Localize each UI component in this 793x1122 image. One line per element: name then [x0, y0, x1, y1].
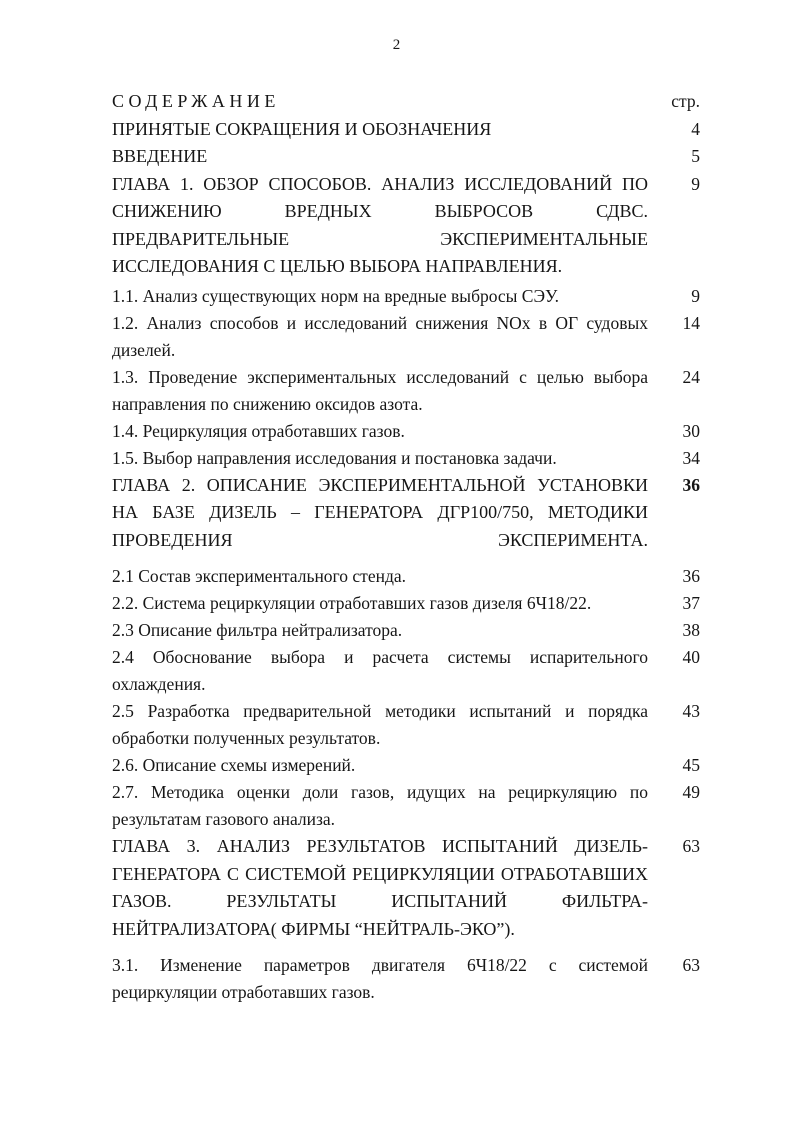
toc-entry-title: 2.6. Описание схемы измерений.: [112, 755, 356, 775]
toc-entry: [112, 445, 700, 472]
toc-chapter-2: [112, 472, 700, 555]
toc-entry-title: 2.2. Система рециркуляции отработавших газов дизеля 6Ч18/22.: [112, 593, 592, 613]
toc-entry-page: 63: [682, 836, 700, 856]
toc-entry-page: 14: [682, 312, 700, 333]
toc-entry-title: 1.5. Выбор направления исследования и постановка задачи.: [112, 447, 557, 468]
page-number: 2: [392, 37, 401, 53]
toc-entry-page: 4: [691, 118, 700, 139]
toc-entry: [112, 310, 700, 364]
toc-entry-title: 1.4. Рециркуляция отработавших газов.: [112, 420, 405, 441]
toc-entry-page: 37: [682, 593, 700, 613]
toc-entry-page: 45: [682, 755, 700, 775]
toc-entry: [112, 617, 700, 644]
toc-entry: [112, 364, 700, 418]
toc-entry-title: 1.2. Анализ способов и исследований снижения NOx в ОГ судовых дизелей.: [112, 312, 648, 360]
toc-header: [112, 88, 700, 116]
toc-entry: [112, 698, 700, 752]
toc-entry: [112, 644, 700, 698]
toc-entry: [112, 752, 700, 779]
toc-title: СОДЕРЖАНИЕ: [112, 91, 280, 111]
toc-entry-title: 2.3 Описание фильтра нейтрализатора.: [112, 620, 403, 640]
toc-chapter-3: [112, 833, 700, 943]
toc-entry-page: 63: [682, 955, 700, 975]
toc-entry-title: 3.1. Изменение параметров двигателя 6Ч18/22 с системой рециркуляции отработавших газов.: [112, 955, 648, 1002]
toc-entry: [112, 283, 700, 310]
toc-entry-title: 1.3. Проведение экспериментальных исследований с целью выбора направления по снижению оксидов азота.: [112, 366, 648, 414]
toc-entry-title: ГЛАВА 2. ОПИСАНИЕ ЭКСПЕРИМЕНТАЛЬНОЙ УСТАНОВКИ НА БАЗЕ ДИЗЕЛЬ – ГЕНЕРАТОРА ДГР100/750, МЕТОДИКИ ПРОВЕДЕНИЯ ЭКСПЕРИМЕНТА.: [112, 474, 648, 550]
toc-entry-page: 43: [682, 701, 700, 721]
toc-entry-title: 2.7. Методика оценки доли газов, идущих на рециркуляцию по результатам газового анализа.: [112, 782, 648, 829]
toc-entry: [112, 143, 700, 171]
toc-entry-page: 9: [691, 285, 700, 306]
toc-entry: [112, 563, 700, 590]
toc-entry: [112, 952, 700, 1006]
toc-entry-page: 36: [682, 566, 700, 586]
toc-entry: [112, 418, 700, 445]
toc-entry-page: 36: [682, 474, 700, 495]
toc-entry-title: 2.1 Состав экспериментального стенда.: [112, 566, 407, 586]
toc-entry-title: 1.1. Анализ существующих норм на вредные выбросы СЭУ.: [112, 285, 559, 306]
toc-entry: [112, 779, 700, 833]
toc-entry-title: ВВЕДЕНИЕ: [112, 146, 208, 166]
toc-entry-page: 40: [682, 647, 700, 667]
toc-entry-title: 2.4 Обоснование выбора и расчета системы испарительного охлаждения.: [112, 647, 648, 694]
toc-entry-page: 5: [691, 146, 700, 166]
toc-entry-title: 2.5 Разработка предварительной методики испытаний и порядка обработки полученных результатов.: [112, 701, 648, 748]
toc-entry-page: 30: [682, 420, 700, 441]
toc-entry: [112, 116, 700, 144]
table-of-contents: [112, 88, 700, 1006]
toc-entry: [112, 590, 700, 617]
toc-entry-page: 24: [682, 366, 700, 387]
toc-entry-page: 34: [682, 447, 700, 468]
toc-entry-page: 38: [682, 620, 700, 640]
toc-chapter-1: [112, 171, 700, 281]
toc-entry-title: ПРИНЯТЫЕ СОКРАЩЕНИЯ И ОБОЗНАЧЕНИЯ: [112, 118, 492, 139]
toc-entry-page: 9: [691, 173, 700, 194]
toc-page-label: стр.: [671, 91, 700, 111]
toc-entry-title: ГЛАВА 1. ОБЗОР СПОСОБОВ. АНАЛИЗ ИССЛЕДОВАНИЙ ПО СНИЖЕНИЮ ВРЕДНЫХ ВЫБРОСОВ СДВС. ПРЕДВАРИТЕЛЬНЫЕ ЭКСПЕРИМЕНТАЛЬНЫЕ ИССЛЕДОВАНИЯ С ЦЕЛЬЮ ВЫБОРА НАПРАВЛЕНИЯ.: [112, 173, 648, 276]
toc-entry-page: 49: [682, 782, 700, 802]
toc-entry-title: ГЛАВА 3. АНАЛИЗ РЕЗУЛЬТАТОВ ИСПЫТАНИЙ ДИЗЕЛЬ-ГЕНЕРАТОРА С СИСТЕМОЙ РЕЦИРКУЛЯЦИИ ОТРАБОТАВШИХ ГАЗОВ. РЕЗУЛЬТАТЫ ИСПЫТАНИЙ ФИЛЬТРА-НЕЙТРАЛИЗАТОРА( ФИРМЫ “НЕЙТРАЛЬ-ЭКО”).: [112, 836, 648, 939]
